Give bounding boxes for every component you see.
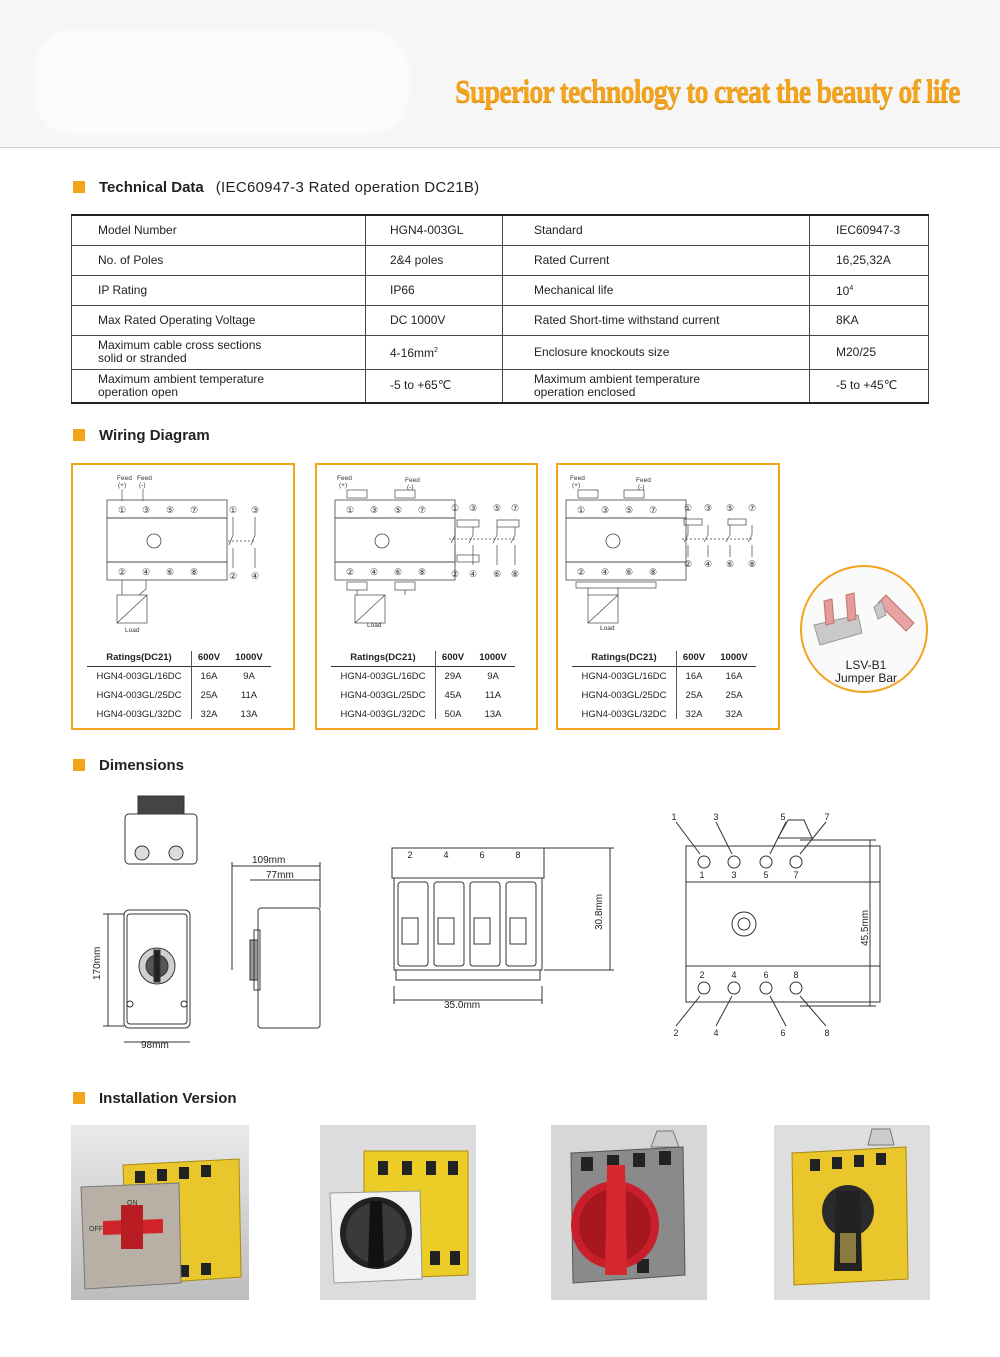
ratings-header — [87, 649, 271, 667]
ratings-model: HGN4-003GL/16DC — [340, 671, 426, 682]
wiring-box-1 — [71, 463, 295, 730]
plan-bottom-number: 6 — [780, 1028, 786, 1038]
ratings-divider — [435, 651, 436, 719]
ratings-row — [572, 686, 756, 705]
terminal-2: ② — [450, 569, 460, 579]
ratings-row — [331, 667, 515, 686]
terminal-5: ⑤ — [165, 505, 175, 515]
handle-off-label: OFF — [89, 1226, 103, 1233]
spec-label — [72, 335, 366, 369]
installation-photo-3 — [551, 1125, 707, 1300]
ratings-600v-header: 600V — [682, 652, 706, 663]
terminal-7: ⑦ — [747, 503, 757, 513]
spec-label: Enclosure knockouts size — [503, 335, 810, 369]
wiring-section-heading — [73, 425, 210, 445]
dim-308: 30.8mm — [594, 893, 605, 930]
table-row — [72, 335, 929, 369]
label-line: operation open — [98, 384, 179, 399]
feed-pos-sign: (+) — [339, 482, 348, 489]
terminal-6: ⑥ — [492, 569, 502, 579]
wiring-schematic-3 — [558, 465, 778, 645]
section-bullet-icon — [73, 429, 85, 441]
plan-top-number: 1 — [699, 870, 705, 880]
terminal-1: ① — [450, 503, 460, 513]
terminal-8: ⑧ — [648, 567, 658, 577]
terminal-1: ① — [576, 505, 586, 515]
terminal-5: ⑤ — [492, 503, 502, 513]
plan-bottom-number: 2 — [673, 1028, 679, 1038]
technical-section-heading — [73, 177, 479, 197]
terminal-1: ① — [345, 505, 355, 515]
spec-value: DC 1000V — [366, 305, 503, 335]
terminal-2: ② — [117, 567, 127, 577]
plan-bottom-number: 8 — [824, 1028, 830, 1038]
switch-front-view — [392, 848, 614, 1004]
terminal-4: ④ — [703, 559, 713, 569]
table-row — [72, 215, 929, 245]
load-label: Load — [367, 622, 382, 629]
plan-bottom-number: 2 — [699, 970, 705, 980]
photo-3-art — [551, 1125, 707, 1300]
ratings-model: HGN4-003GL/32DC — [96, 709, 182, 720]
dimensions-section-heading — [73, 755, 184, 775]
ratings-row — [572, 705, 756, 724]
terminal-8: ⑧ — [417, 567, 427, 577]
ratings-1000v: 11A — [484, 690, 502, 701]
plan-bottom-number: 4 — [731, 970, 737, 980]
plan-top-number: 3 — [731, 870, 737, 880]
terminal-3: ③ — [600, 505, 610, 515]
plan-top-number: 5 — [763, 870, 769, 880]
terminal-7: ⑦ — [510, 503, 520, 513]
ratings-1000v-header: 1000V — [235, 652, 263, 663]
spec-label — [503, 369, 810, 403]
ratings-600v: 32A — [200, 709, 218, 720]
ratings-600v: 25A — [200, 690, 218, 701]
plan-bottom-number: 6 — [763, 970, 769, 980]
ratings-header — [331, 649, 515, 667]
ratings-model: HGN4-003GL/25DC — [96, 690, 182, 701]
spec-value: HGN4-003GL — [366, 215, 503, 245]
ratings-model-header: Ratings(DC21) — [350, 652, 416, 663]
terminal-1: ① — [117, 505, 127, 515]
ratings-600v: 16A — [685, 671, 703, 682]
spec-label: Rated Short-time withstand current — [503, 305, 810, 335]
terminal-4: ④ — [468, 569, 478, 579]
terminal-3: ③ — [468, 503, 478, 513]
ratings-model: HGN4-003GL/25DC — [340, 690, 426, 701]
ratings-600v: 45A — [444, 690, 462, 701]
terminal-7: ⑦ — [648, 505, 658, 515]
spec-value — [366, 335, 503, 369]
terminal-1: ① — [683, 503, 693, 513]
plan-top-number: 1 — [671, 812, 677, 822]
blurred-logo-area — [34, 30, 409, 135]
ratings-600v: 25A — [685, 690, 703, 701]
terminal-7: ⑦ — [417, 505, 427, 515]
dimensions-title: Dimensions — [99, 756, 185, 774]
technical-data-table — [71, 214, 929, 404]
terminal-4: ④ — [600, 567, 610, 577]
spec-label: Mechanical life — [503, 275, 810, 305]
terminal-2: ② — [228, 571, 238, 581]
terminal-1: ① — [228, 505, 238, 515]
handle-on-label: ON — [127, 1200, 138, 1207]
terminal-5: ⑤ — [725, 503, 735, 513]
installation-photo-1 — [71, 1125, 249, 1300]
feed-pos-label: Feed — [337, 475, 352, 482]
ratings-divider — [676, 651, 677, 719]
spec-label: No. of Poles — [72, 245, 366, 275]
terminal-4: ④ — [369, 567, 379, 577]
ratings-600v: 50A — [444, 709, 462, 720]
plan-bottom-number: 4 — [713, 1028, 719, 1038]
ratings-row — [87, 667, 271, 686]
spec-label — [72, 369, 366, 403]
installation-section-heading — [73, 1088, 237, 1108]
ratings-1000v: 13A — [484, 709, 502, 720]
terminal-2: ② — [345, 567, 355, 577]
dim-109: 109mm — [252, 855, 286, 866]
terminal-6: ⑥ — [624, 567, 634, 577]
dim-77: 77mm — [266, 870, 294, 881]
feed-neg-sign: (-) — [407, 484, 414, 491]
ratings-600v: 16A — [200, 671, 218, 682]
installation-photo-2 — [320, 1125, 476, 1300]
terminal-4: ④ — [250, 571, 260, 581]
label-line: Maximum cable cross sections — [98, 338, 262, 352]
section-bullet-icon — [73, 759, 85, 771]
value-sup: 2 — [434, 347, 438, 354]
table-row — [72, 305, 929, 335]
plan-bottom-number: 8 — [793, 970, 799, 980]
ratings-header — [572, 649, 756, 667]
dim-170: 170mm — [92, 946, 103, 980]
value-sup: 4 — [849, 285, 854, 292]
load-label: Load — [600, 625, 615, 632]
value-base: 10 — [836, 284, 850, 298]
ratings-divider — [191, 651, 192, 719]
terminal-7: ⑦ — [189, 505, 199, 515]
ratings-model-header: Ratings(DC21) — [591, 652, 657, 663]
plan-top-number: 5 — [780, 812, 786, 822]
ratings-1000v-header: 1000V — [720, 652, 748, 663]
terminal-6: ⑥ — [165, 567, 175, 577]
ratings-1000v: 11A — [240, 690, 258, 701]
terminal-3: ③ — [703, 503, 713, 513]
ratings-600v: 32A — [685, 709, 703, 720]
plan-top-number: 7 — [824, 812, 830, 822]
technical-subtitle: (IEC60947-3 Rated operation DC21B) — [215, 178, 480, 196]
ratings-model: HGN4-003GL/32DC — [581, 709, 667, 720]
ratings-model: HGN4-003GL/16DC — [96, 671, 182, 682]
pole-number: 2 — [407, 850, 413, 860]
ratings-600v-header: 600V — [441, 652, 465, 663]
ratings-table-1 — [87, 649, 271, 724]
spec-value: IP66 — [366, 275, 503, 305]
terminal-3: ③ — [369, 505, 379, 515]
terminal-6: ⑥ — [393, 567, 403, 577]
ratings-table-2 — [331, 649, 515, 724]
terminal-6: ⑥ — [725, 559, 735, 569]
terminal-5: ⑤ — [393, 505, 403, 515]
ratings-model-header: Ratings(DC21) — [106, 652, 172, 663]
ratings-row — [87, 705, 271, 724]
jumper-label — [802, 659, 930, 685]
ratings-row — [572, 667, 756, 686]
feed-neg-sign: (-) — [638, 484, 645, 491]
jumper-line-2: Jumper Bar — [834, 671, 898, 685]
ratings-600v: 29A — [444, 671, 462, 682]
value-base: 4-16mm — [390, 346, 435, 360]
terminal-8: ⑧ — [510, 569, 520, 579]
enclosure-front-view — [103, 910, 190, 1042]
wiring-box-3 — [556, 463, 780, 730]
feed-neg-label: Feed — [405, 477, 420, 484]
switch-plan-view — [676, 820, 880, 1026]
ratings-1000v: 32A — [725, 709, 743, 720]
wiring-box-2 — [315, 463, 538, 730]
ratings-row — [331, 686, 515, 705]
terminal-5: ⑤ — [624, 505, 634, 515]
spec-value: -5 to +45℃ — [810, 369, 929, 403]
slogan: Superior technology to creat the beauty of life — [455, 74, 960, 110]
photo-4-art — [774, 1125, 930, 1300]
table-row — [72, 369, 929, 403]
terminal-2: ② — [683, 559, 693, 569]
photo-2-art — [320, 1125, 476, 1300]
pole-number: 4 — [443, 850, 449, 860]
wiring-schematic-1 — [73, 465, 293, 645]
table-row — [72, 275, 929, 305]
section-bullet-icon — [73, 1092, 85, 1104]
terminal-3: ③ — [250, 505, 260, 515]
table-row — [72, 245, 929, 275]
photo-1-art — [71, 1125, 249, 1300]
spec-label: Max Rated Operating Voltage — [72, 305, 366, 335]
feed-neg-sign: (-) — [139, 482, 146, 489]
feed-pos-sign: (+) — [118, 482, 127, 489]
label-line: Maximum ambient temperature — [534, 371, 701, 386]
ratings-1000v: 9A — [243, 671, 255, 682]
dim-350: 35.0mm — [444, 1000, 481, 1011]
ratings-model: HGN4-003GL/25DC — [581, 690, 667, 701]
jumper-bar-image — [802, 567, 930, 659]
wiring-title: Wiring Diagram — [99, 426, 210, 444]
ratings-1000v: 16A — [725, 671, 743, 682]
spec-label: Model Number — [72, 215, 366, 245]
ratings-1000v: 9A — [487, 671, 499, 682]
terminal-4: ④ — [141, 567, 151, 577]
terminal-3: ③ — [141, 505, 151, 515]
installation-photo-4 — [774, 1125, 930, 1300]
load-label: Load — [125, 627, 140, 634]
pole-number: 8 — [515, 850, 521, 860]
dim-455: 45.5mm — [860, 909, 871, 946]
ratings-model: HGN4-003GL/16DC — [581, 671, 667, 682]
ratings-row — [331, 705, 515, 724]
feed-pos-label: Feed — [570, 475, 585, 482]
label-line: operation enclosed — [534, 384, 636, 399]
ratings-1000v: 25A — [725, 690, 743, 701]
spec-value: 2&4 poles — [366, 245, 503, 275]
spec-value: 16,25,32A — [810, 245, 929, 275]
label-line: Maximum ambient temperature — [98, 371, 265, 386]
wiring-schematic-2 — [317, 465, 537, 645]
jumper-bar-callout — [800, 565, 928, 693]
spec-label: Rated Current — [503, 245, 810, 275]
plan-top-number: 3 — [713, 812, 719, 822]
plan-top-number: 7 — [793, 870, 799, 880]
ratings-1000v-header: 1000V — [479, 652, 507, 663]
terminal-8: ⑧ — [747, 559, 757, 569]
enclosure-top-view — [125, 796, 197, 864]
spec-value: IEC60947-3 — [810, 215, 929, 245]
ratings-model: HGN4-003GL/32DC — [340, 709, 426, 720]
technical-title: Technical Data — [99, 178, 204, 196]
spec-label: Standard — [503, 215, 810, 245]
terminal-8: ⑧ — [189, 567, 199, 577]
spec-value: M20/25 — [810, 335, 929, 369]
pole-number: 6 — [479, 850, 485, 860]
installation-title: Installation Version — [99, 1089, 237, 1107]
spec-value — [810, 275, 929, 305]
spec-value: 8KA — [810, 305, 929, 335]
ratings-row — [87, 686, 271, 705]
spec-label: IP Rating — [72, 275, 366, 305]
feed-neg-label: Feed — [636, 477, 651, 484]
feed-neg-label: Feed — [137, 475, 152, 482]
dimension-drawings — [80, 790, 900, 1060]
feed-pos-sign: (+) — [572, 482, 581, 489]
feed-pos-label: Feed — [117, 475, 132, 482]
ratings-table-3 — [572, 649, 756, 724]
enclosure-side-view — [232, 862, 320, 1028]
ratings-600v-header: 600V — [197, 652, 221, 663]
spec-value: -5 to +65℃ — [366, 369, 503, 403]
terminal-2: ② — [576, 567, 586, 577]
section-bullet-icon — [73, 181, 85, 193]
dim-98: 98mm — [141, 1040, 169, 1051]
ratings-1000v: 13A — [240, 709, 258, 720]
jumper-line-1: LSV-B1 — [845, 658, 887, 672]
label-line: solid or stranded — [98, 351, 187, 365]
